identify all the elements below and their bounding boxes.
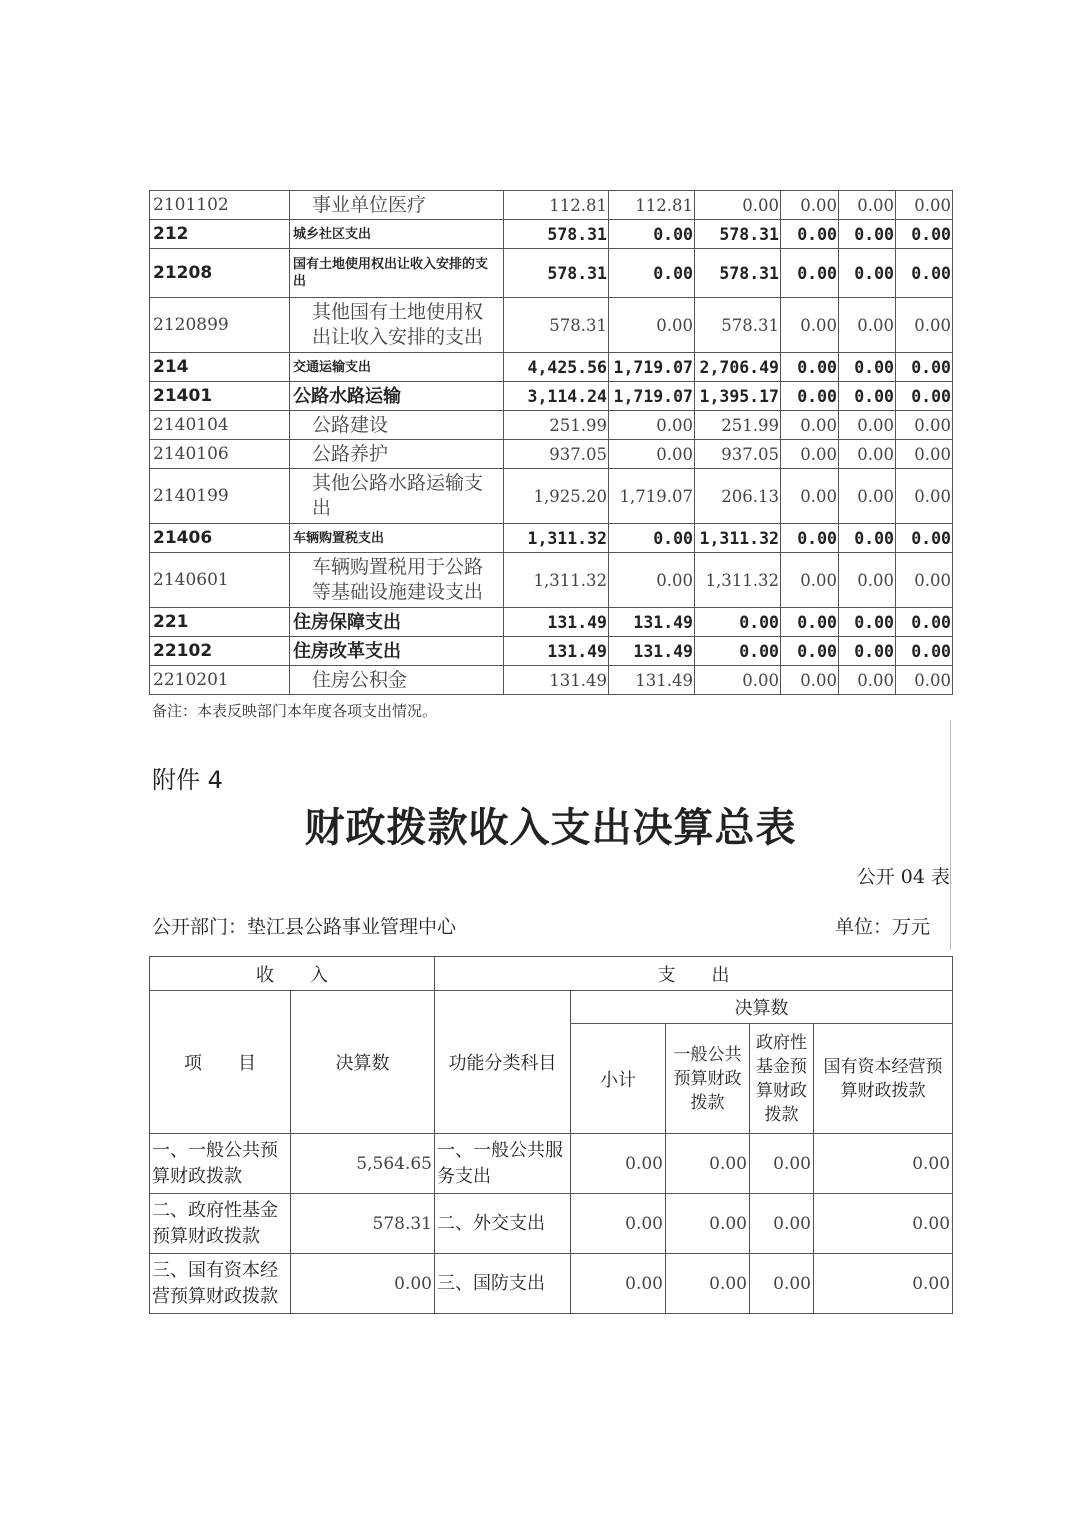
unit-label: 单位：万元 xyxy=(834,916,930,938)
row-name: 住房保障支出 xyxy=(290,608,504,637)
row-value: 1,311.32 xyxy=(504,553,609,608)
row-value: 0.00 xyxy=(839,469,896,524)
row-value: 0.00 xyxy=(839,191,896,220)
row-value: 0.00 xyxy=(896,524,953,553)
expense-header: 支 出 xyxy=(435,957,953,991)
row-value: 0.00 xyxy=(695,637,781,666)
row-value: 0.00 xyxy=(896,220,953,249)
row-value: 0.00 xyxy=(781,440,839,469)
row-value: 0.00 xyxy=(839,220,896,249)
row-code: 214 xyxy=(150,353,290,382)
row-value: 0.00 xyxy=(609,249,695,298)
row-code: 22102 xyxy=(150,637,290,666)
state-capital-value: 0.00 xyxy=(814,1134,953,1194)
row-value: 578.31 xyxy=(695,220,781,249)
gov-fund-value: 0.00 xyxy=(750,1254,814,1314)
row-value: 0.00 xyxy=(896,353,953,382)
row-value: 0.00 xyxy=(896,382,953,411)
row-value: 0.00 xyxy=(896,469,953,524)
row-value: 0.00 xyxy=(839,249,896,298)
row-value: 0.00 xyxy=(609,220,695,249)
row-name: 国有土地使用权出让收入安排的支出 xyxy=(290,249,504,298)
table-row xyxy=(150,298,953,353)
table-row xyxy=(150,1194,953,1254)
table-row xyxy=(150,524,953,553)
row-value: 2,706.49 xyxy=(695,353,781,382)
expense-item: 一、一般公共服务支出 xyxy=(435,1134,571,1194)
row-value: 0.00 xyxy=(896,411,953,440)
row-value: 0.00 xyxy=(609,524,695,553)
subtotal-header: 小计 xyxy=(571,1024,666,1134)
row-value: 0.00 xyxy=(781,298,839,353)
row-value: 0.00 xyxy=(839,353,896,382)
row-value: 0.00 xyxy=(781,220,839,249)
row-name: 交通运输支出 xyxy=(290,353,504,382)
table-row xyxy=(150,411,953,440)
row-value: 0.00 xyxy=(839,411,896,440)
function-subject-header: 功能分类科目 xyxy=(435,991,571,1134)
fiscal-summary-table xyxy=(149,956,953,1314)
row-value: 578.31 xyxy=(504,249,609,298)
row-value: 1,311.32 xyxy=(695,524,781,553)
department-label: 公开部门：垫江县公路事业管理中心 xyxy=(152,916,457,938)
row-code: 2140104 xyxy=(150,411,290,440)
row-value: 578.31 xyxy=(504,220,609,249)
row-value: 0.00 xyxy=(896,298,953,353)
row-value: 0.00 xyxy=(781,608,839,637)
general-budget-header: 一般公共预算财政拨款 xyxy=(666,1024,750,1134)
row-name: 公路养护 xyxy=(290,440,504,469)
general-value: 0.00 xyxy=(666,1194,750,1254)
general-value: 0.00 xyxy=(666,1254,750,1314)
gov-fund-header: 政府性基金预算财政拨款 xyxy=(750,1024,814,1134)
row-code: 212 xyxy=(150,220,290,249)
table-code: 公开 04 表 xyxy=(856,866,950,888)
row-value: 0.00 xyxy=(781,249,839,298)
row-value: 0.00 xyxy=(896,637,953,666)
row-value: 131.49 xyxy=(609,608,695,637)
row-name: 车辆购置税用于公路等基础设施建设支出 xyxy=(290,553,504,608)
table-row xyxy=(150,637,953,666)
row-name: 城乡社区支出 xyxy=(290,220,504,249)
income-item: 三、国有资本经营预算财政拨款 xyxy=(150,1254,291,1314)
attachment-label: 附件 4 xyxy=(152,766,223,794)
table-row xyxy=(150,440,953,469)
table-row xyxy=(150,353,953,382)
row-value: 0.00 xyxy=(896,553,953,608)
row-value: 131.49 xyxy=(609,637,695,666)
subtotal-value: 0.00 xyxy=(571,1134,666,1194)
row-name: 其他国有土地使用权出让收入安排的支出 xyxy=(290,298,504,353)
row-value: 206.13 xyxy=(695,469,781,524)
table-row xyxy=(150,382,953,411)
table-note: 备注：本表反映部门本年度各项支出情况。 xyxy=(152,702,438,720)
subtotal-value: 0.00 xyxy=(571,1254,666,1314)
row-code: 221 xyxy=(150,608,290,637)
row-value: 0.00 xyxy=(781,191,839,220)
row-code: 21406 xyxy=(150,524,290,553)
row-value: 0.00 xyxy=(896,666,953,695)
row-value: 0.00 xyxy=(609,411,695,440)
income-amount-header: 决算数 xyxy=(291,991,435,1134)
row-value: 131.49 xyxy=(504,608,609,637)
state-capital-value: 0.00 xyxy=(814,1194,953,1254)
row-value: 0.00 xyxy=(609,298,695,353)
row-value: 0.00 xyxy=(839,440,896,469)
row-value: 0.00 xyxy=(839,524,896,553)
row-value: 0.00 xyxy=(695,608,781,637)
row-name: 公路水路运输 xyxy=(290,382,504,411)
row-code: 21401 xyxy=(150,382,290,411)
state-capital-header: 国有资本经营预算财政拨款 xyxy=(814,1024,953,1134)
row-value: 131.49 xyxy=(609,666,695,695)
row-value: 0.00 xyxy=(781,353,839,382)
row-value: 112.81 xyxy=(609,191,695,220)
row-value: 0.00 xyxy=(896,249,953,298)
row-code: 2210201 xyxy=(150,666,290,695)
row-code: 2140601 xyxy=(150,553,290,608)
row-value: 578.31 xyxy=(504,298,609,353)
row-value: 1,311.32 xyxy=(695,553,781,608)
income-header: 收 入 xyxy=(150,957,435,991)
expense-detail-table xyxy=(149,190,953,695)
income-item: 一、一般公共预算财政拨款 xyxy=(150,1134,291,1194)
row-code: 2120899 xyxy=(150,298,290,353)
row-value: 0.00 xyxy=(781,382,839,411)
final-amount-header: 决算数 xyxy=(571,991,953,1024)
income-amount: 578.31 xyxy=(291,1194,435,1254)
row-code: 2140199 xyxy=(150,469,290,524)
row-code: 2140106 xyxy=(150,440,290,469)
row-value: 4,425.56 xyxy=(504,353,609,382)
table-row xyxy=(150,469,953,524)
row-value: 1,925.20 xyxy=(504,469,609,524)
table-row xyxy=(150,1134,953,1194)
income-amount: 0.00 xyxy=(291,1254,435,1314)
row-value: 3,114.24 xyxy=(504,382,609,411)
row-code: 21208 xyxy=(150,249,290,298)
row-value: 112.81 xyxy=(504,191,609,220)
row-value: 0.00 xyxy=(839,553,896,608)
row-value: 0.00 xyxy=(781,411,839,440)
row-name: 其他公路水路运输支出 xyxy=(290,469,504,524)
row-value: 1,395.17 xyxy=(695,382,781,411)
row-value: 0.00 xyxy=(781,637,839,666)
row-value: 1,719.07 xyxy=(609,382,695,411)
row-value: 0.00 xyxy=(896,191,953,220)
row-name: 公路建设 xyxy=(290,411,504,440)
table-row xyxy=(150,608,953,637)
row-value: 1,719.07 xyxy=(609,469,695,524)
row-value: 0.00 xyxy=(609,440,695,469)
table-row xyxy=(150,249,953,298)
gov-fund-value: 0.00 xyxy=(750,1134,814,1194)
row-value: 0.00 xyxy=(839,608,896,637)
row-value: 0.00 xyxy=(695,666,781,695)
row-value: 578.31 xyxy=(695,249,781,298)
row-value: 0.00 xyxy=(609,553,695,608)
income-item: 二、政府性基金预算财政拨款 xyxy=(150,1194,291,1254)
row-value: 937.05 xyxy=(695,440,781,469)
row-name: 住房公积金 xyxy=(290,666,504,695)
row-value: 0.00 xyxy=(781,469,839,524)
row-value: 0.00 xyxy=(896,608,953,637)
table-row xyxy=(150,191,953,220)
row-value: 1,719.07 xyxy=(609,353,695,382)
row-value: 578.31 xyxy=(695,298,781,353)
expense-item: 二、外交支出 xyxy=(435,1194,571,1254)
general-value: 0.00 xyxy=(666,1134,750,1194)
row-value: 0.00 xyxy=(896,440,953,469)
row-value: 0.00 xyxy=(695,191,781,220)
gov-fund-value: 0.00 xyxy=(750,1194,814,1254)
page-title: 财政拨款收入支出决算总表 xyxy=(304,804,797,851)
item-header: 项 目 xyxy=(150,991,291,1134)
row-value: 0.00 xyxy=(781,524,839,553)
table-row xyxy=(150,666,953,695)
row-value: 0.00 xyxy=(839,666,896,695)
row-name: 车辆购置税支出 xyxy=(290,524,504,553)
row-value: 1,311.32 xyxy=(504,524,609,553)
row-value: 131.49 xyxy=(504,637,609,666)
row-value: 0.00 xyxy=(839,382,896,411)
row-value: 0.00 xyxy=(839,637,896,666)
row-value: 937.05 xyxy=(504,440,609,469)
income-amount: 5,564.65 xyxy=(291,1134,435,1194)
state-capital-value: 0.00 xyxy=(814,1254,953,1314)
row-value: 0.00 xyxy=(781,666,839,695)
expense-item: 三、国防支出 xyxy=(435,1254,571,1314)
row-code: 2101102 xyxy=(150,191,290,220)
row-value: 0.00 xyxy=(781,553,839,608)
table-row xyxy=(150,553,953,608)
row-name: 住房改革支出 xyxy=(290,637,504,666)
row-value: 131.49 xyxy=(504,666,609,695)
row-value: 251.99 xyxy=(695,411,781,440)
row-value: 0.00 xyxy=(839,298,896,353)
row-value: 251.99 xyxy=(504,411,609,440)
subtotal-value: 0.00 xyxy=(571,1194,666,1254)
table-row xyxy=(150,1254,953,1314)
table-row xyxy=(150,220,953,249)
row-name: 事业单位医疗 xyxy=(290,191,504,220)
